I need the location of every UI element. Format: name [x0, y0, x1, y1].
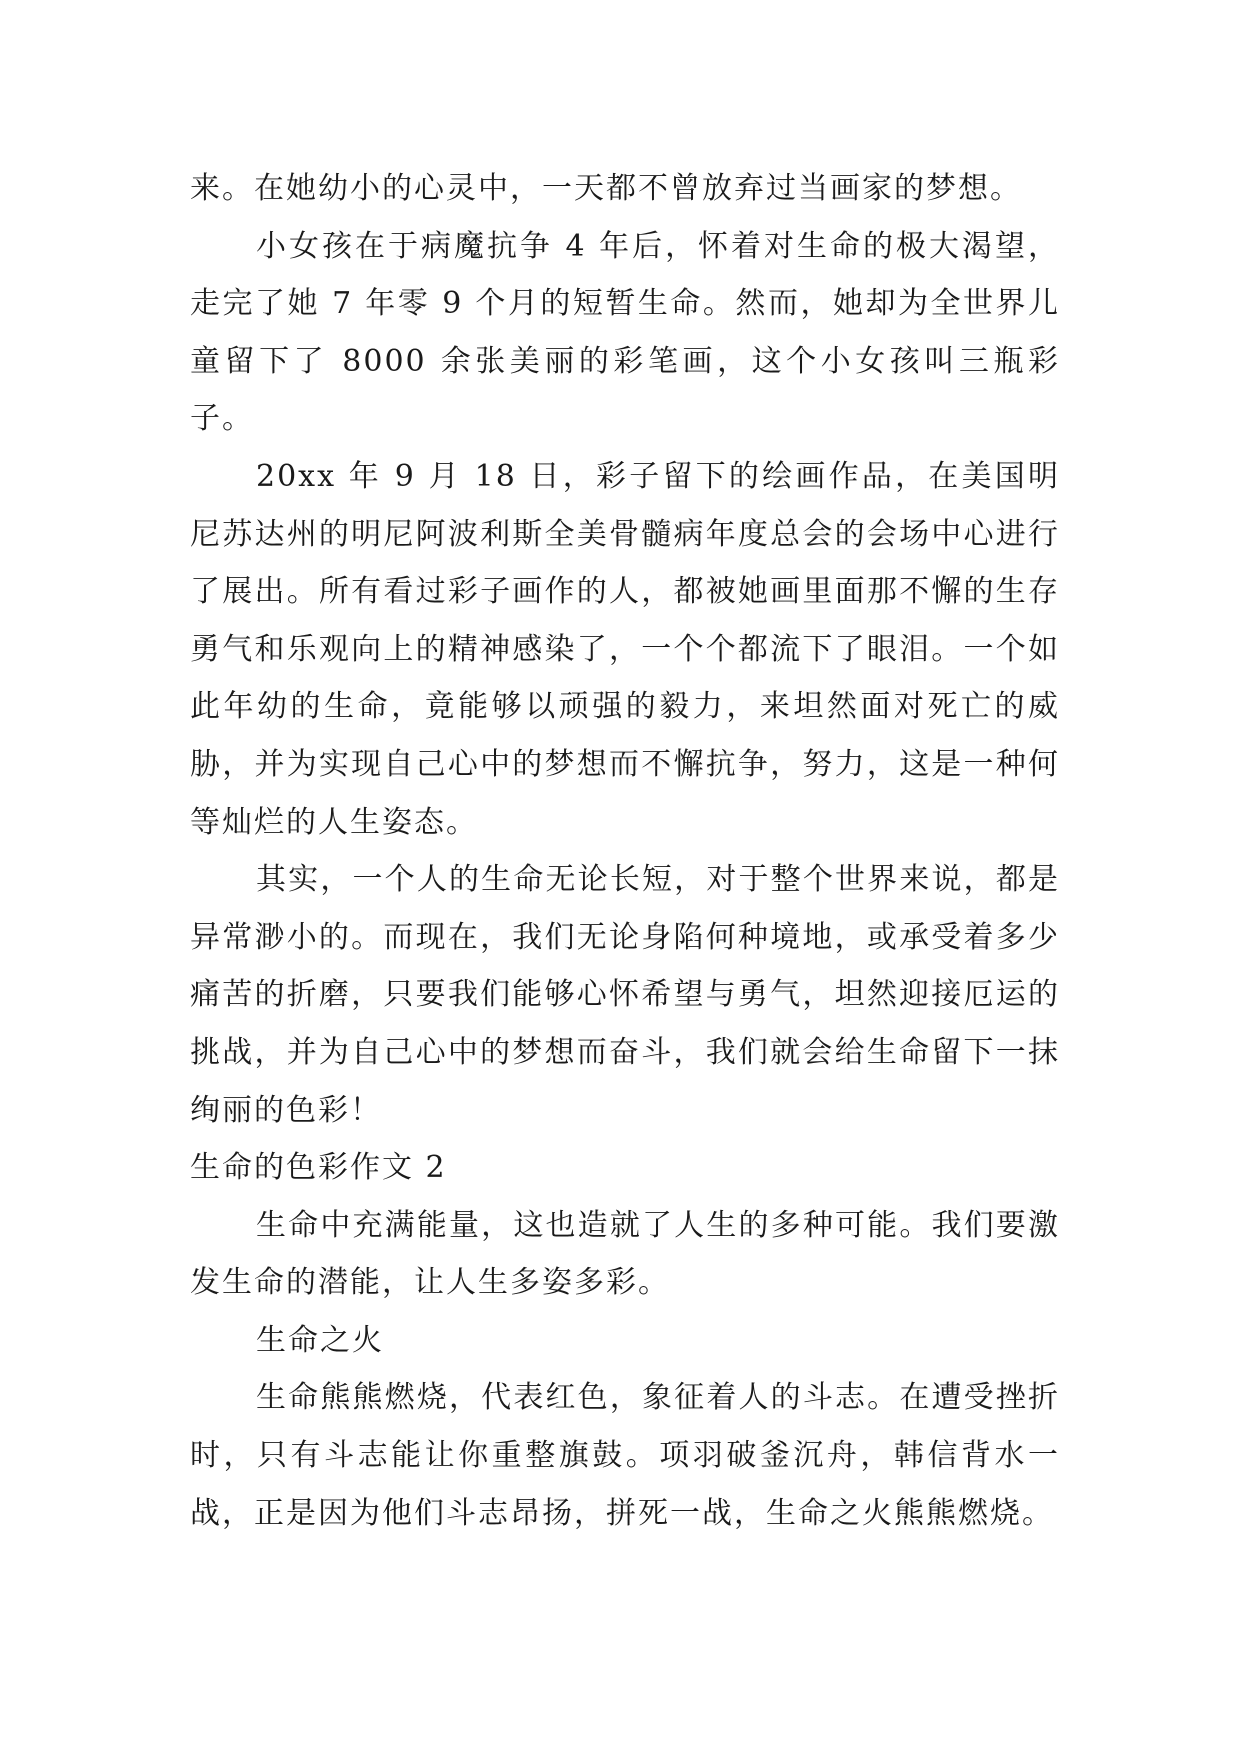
section-title: 生命的色彩作文 2 — [190, 1150, 447, 1186]
paragraph: 生命熊熊燃烧，代表红色，象征着人的斗志。在遭受挫折时，只有斗志能让你重整旗鼓。项羽破釜沉舟，韩信背水一战，正是因为他们斗志昂扬，拼死一战，生命之火熊熊燃烧。 — [190, 1380, 1060, 1531]
paragraph-continuation: 来。在她幼小的心灵中，一天都不曾放弃过当画家的梦想。 — [190, 171, 1022, 206]
paragraph: 其实，一个人的生命无论长短，对于整个世界来说，都是异常渺小的。而现在，我们无论身陷何种境地，或承受着多少痛苦的折磨，只要我们能够心怀希望与勇气，坦然迎接厄运的挑战，并为自己心中的梦想而奋斗，我们就会给生命留下一抹绚丽的色彩！ — [190, 862, 1060, 1128]
paragraph: 生命中充满能量，这也造就了人生的多种可能。我们要激发生命的潜能，让人生多姿多彩。 — [190, 1207, 1060, 1301]
paragraph: 小女孩在于病魔抗争 4 年后，怀着对生命的极大渴望，走完了她 7 年零 9 个月的短暂生命。然而，她却为全世界儿童留下了 8000 余张美丽的彩笔画，这个小女孩叫三瓶彩子。 — [190, 228, 1060, 437]
subheading: 生命之火 — [256, 1322, 384, 1358]
paragraph: 20xx 年 9 月 18 日，彩子留下的绘画作品，在美国明尼苏达州的明尼阿波利斯全美骨髓病年度总会的会场中心进行了展出。所有看过彩子画作的人，都被她画里面那不懈的生存勇气和乐观向上的精神感染了，一个个都流下了眼泪。一个如此年幼的生命，竟能够以顽强的毅力，来坦然面对死亡的威胁，并为实现自己心中的梦想而不懈抗争，努力，这是一种何等灿烂的人生姿态。 — [190, 458, 1060, 840]
document-body — [190, 160, 1060, 1542]
